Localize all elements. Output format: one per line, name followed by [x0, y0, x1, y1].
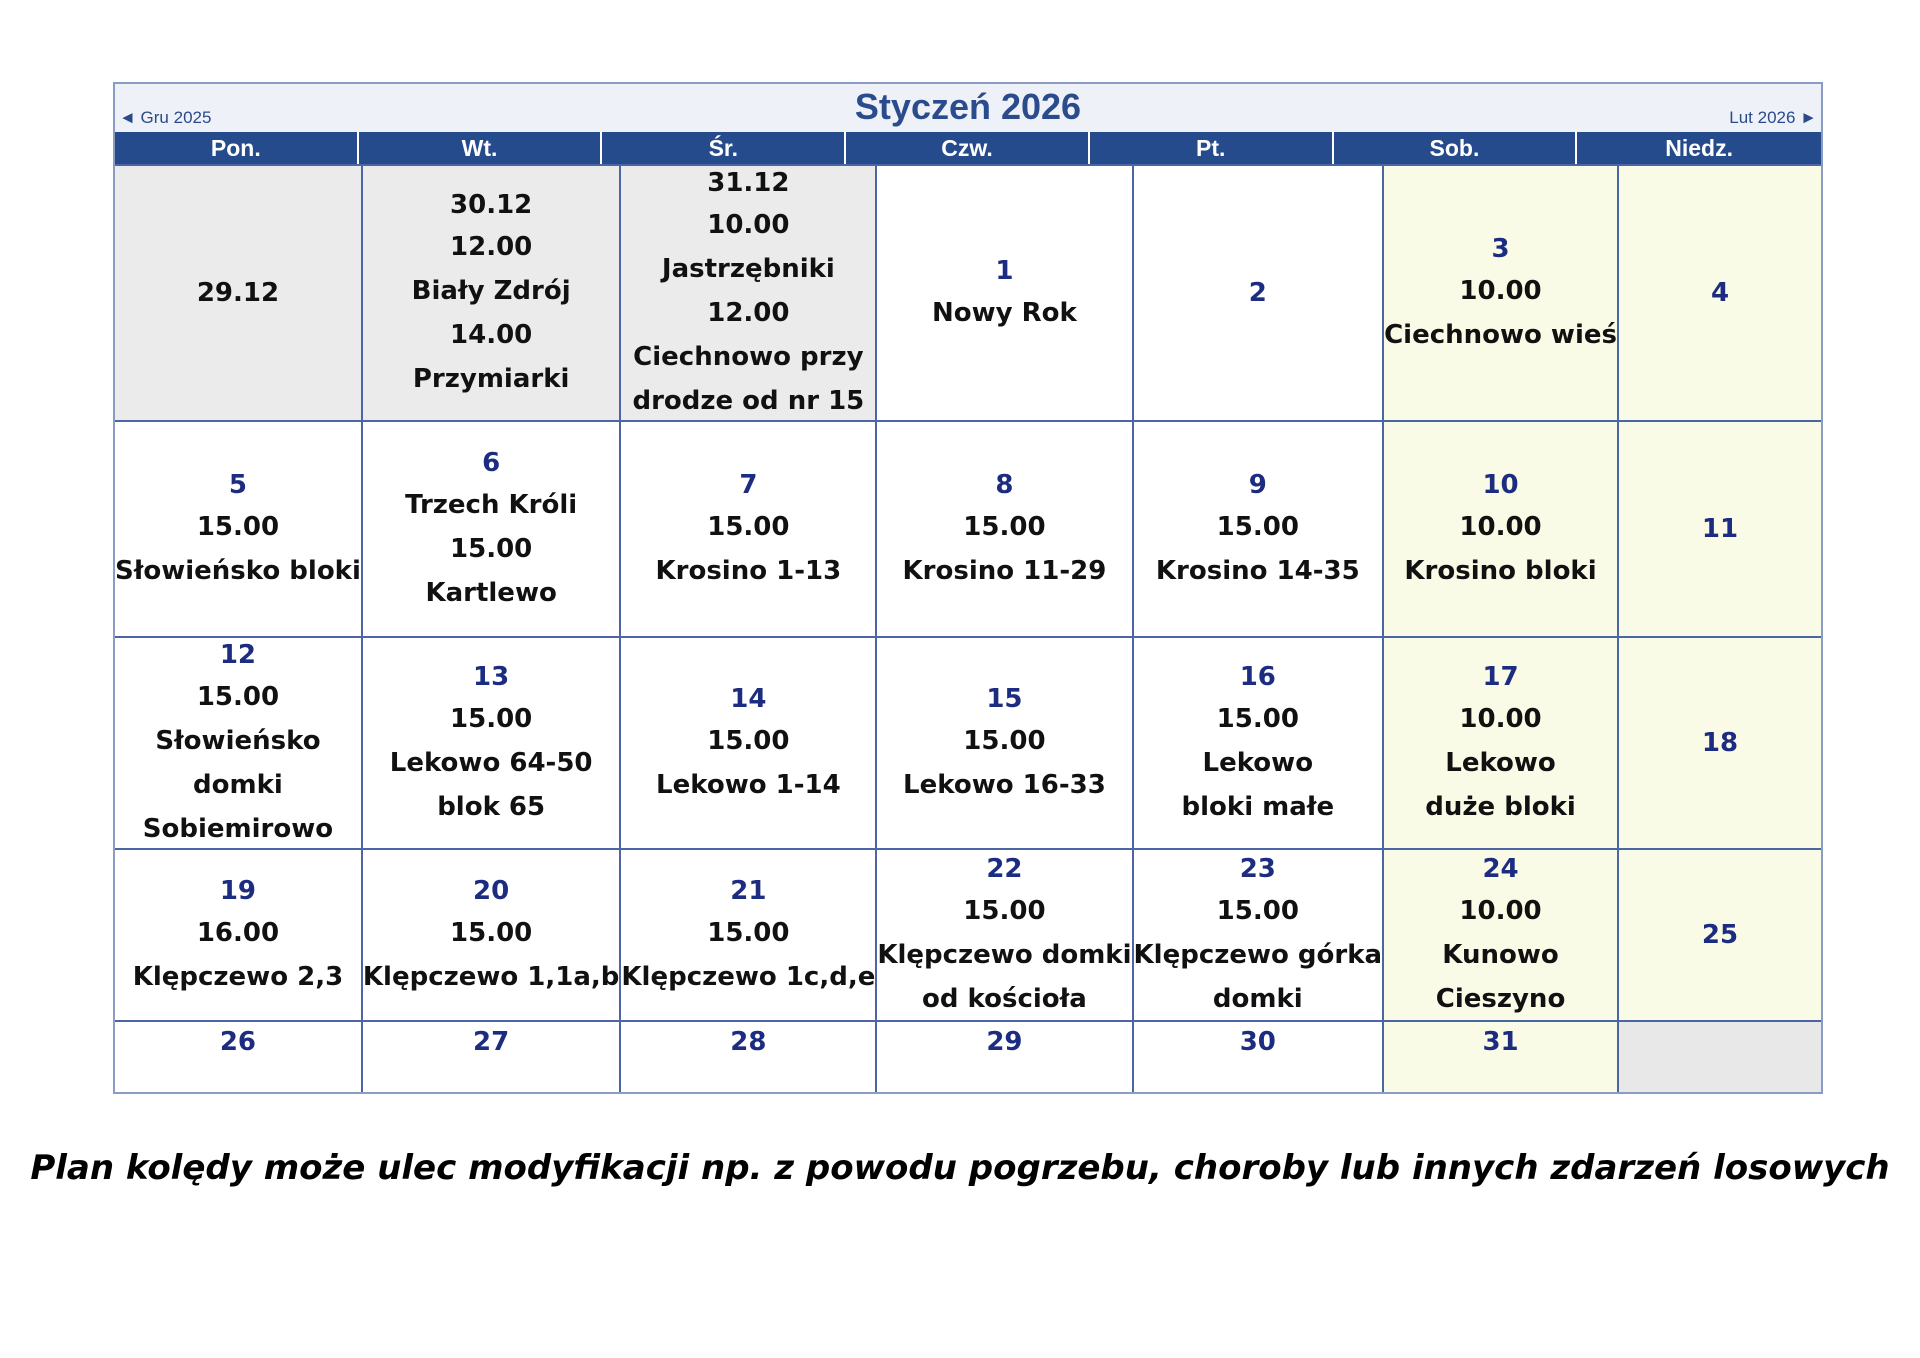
- next-month-link[interactable]: Lut 2026 ►: [1729, 108, 1817, 127]
- calendar-grid: [115, 164, 1821, 1092]
- day-cell[interactable]: [1384, 1020, 1619, 1092]
- day-number: 15: [986, 684, 1023, 714]
- event-line: Krosino 11-29: [902, 556, 1107, 586]
- weekday-wed: Śr.: [602, 132, 846, 164]
- day-number: 5: [228, 470, 247, 500]
- event-line: Lekowo 1-14: [656, 770, 841, 800]
- event-line: drodze od nr 15: [632, 386, 865, 416]
- event-line: 15.00: [196, 682, 280, 712]
- event-line: 10.00: [1459, 896, 1542, 926]
- prev-month-link[interactable]: ◄ Gru 2025: [119, 108, 212, 127]
- event-line: Klępczewo 1,1a,b: [362, 962, 620, 992]
- event-line: Ciechnowo wieś: [1384, 320, 1617, 350]
- day-number: 7: [739, 470, 758, 500]
- day-cell[interactable]: [1384, 636, 1619, 848]
- day-number: 17: [1482, 662, 1519, 692]
- event-line: Klępczewo domki: [877, 940, 1132, 970]
- event-line: domki: [193, 770, 283, 800]
- event-line: 15.00: [450, 918, 533, 948]
- weekday-sun: Niedz.: [1665, 135, 1733, 161]
- event-line: duże bloki: [1425, 792, 1576, 822]
- day-number: 3: [1491, 234, 1510, 264]
- day-cell[interactable]: [1384, 164, 1619, 420]
- event-line: od kościoła: [922, 984, 1087, 1014]
- day-number: 16: [1239, 662, 1276, 692]
- event-line: 14.00: [450, 320, 533, 350]
- day-cell[interactable]: [1134, 420, 1385, 636]
- weekday-mon: Pon.: [115, 132, 359, 164]
- event-line: Krosino 1-13: [655, 556, 842, 586]
- event-line: Klępczewo górka: [1133, 940, 1383, 970]
- day-number: 21: [730, 876, 767, 906]
- day-cell[interactable]: [1134, 848, 1385, 1020]
- day-cell[interactable]: [1619, 1020, 1821, 1092]
- event-line: Przymiarki: [412, 364, 570, 394]
- event-line: Krosino 14-35: [1155, 556, 1360, 586]
- event-line: Cieszyno: [1435, 984, 1566, 1014]
- day-number: 14: [730, 684, 767, 714]
- event-line: Słowieńsko: [155, 726, 321, 756]
- day-number: 26: [219, 1027, 257, 1057]
- event-line: 16.00: [196, 918, 280, 948]
- day-number: 29: [986, 1027, 1023, 1057]
- day-number: 23: [1239, 854, 1276, 884]
- day-cell[interactable]: [621, 848, 877, 1020]
- day-cell[interactable]: [621, 1020, 877, 1092]
- event-line: 15.00: [450, 704, 533, 734]
- event-line: 10.00: [707, 210, 790, 240]
- event-line: 15.00: [450, 534, 533, 564]
- event-line: 10.00: [1459, 512, 1542, 542]
- event-line: Kartlewo: [425, 578, 557, 608]
- day-number: 19: [219, 876, 257, 906]
- event-line: 15.00: [196, 512, 280, 542]
- day-cell[interactable]: [1619, 420, 1821, 636]
- event-line: domki: [1212, 984, 1303, 1014]
- event-line: Sobiemirowo: [142, 814, 334, 844]
- event-line: 15.00: [963, 896, 1046, 926]
- event-line: Lekowo 16-33: [903, 770, 1106, 800]
- day-cell[interactable]: [1619, 164, 1821, 420]
- day-cell[interactable]: [1619, 848, 1821, 1020]
- event-line: 15.00: [1216, 512, 1299, 542]
- event-line: bloki małe: [1181, 792, 1335, 822]
- day-cell[interactable]: [621, 420, 877, 636]
- event-line: Lekowo: [1445, 748, 1556, 778]
- event-line: 15.00: [707, 512, 790, 542]
- event-line: 15.00: [963, 512, 1046, 542]
- event-line: 15.00: [1216, 704, 1299, 734]
- event-line: Klępczewo 2,3: [132, 962, 344, 992]
- day-cell[interactable]: [877, 636, 1133, 848]
- day-number: 22: [986, 854, 1023, 884]
- event-line: Klępczewo 1c,d,e: [621, 962, 876, 992]
- day-cell[interactable]: [1384, 420, 1619, 636]
- day-number: 11: [1701, 514, 1739, 544]
- day-number: 10: [1482, 470, 1519, 500]
- day-cell[interactable]: [363, 420, 622, 636]
- day-cell[interactable]: [877, 420, 1133, 636]
- weekday-header-row: [115, 132, 1821, 164]
- day-cell[interactable]: [115, 420, 363, 636]
- event-line: 12.00: [707, 298, 790, 328]
- event-line: 15.00: [963, 726, 1046, 756]
- day-cell[interactable]: [621, 636, 877, 848]
- day-number: 9: [1248, 470, 1267, 500]
- day-cell[interactable]: [363, 164, 622, 420]
- day-number: 29.12: [196, 278, 280, 308]
- day-number: 12: [219, 640, 257, 670]
- month-title: Styczeń 2026: [854, 86, 1082, 127]
- event-line: Lekowo: [1202, 748, 1314, 778]
- calendar-header: [115, 84, 1821, 132]
- day-cell[interactable]: [115, 636, 363, 848]
- day-cell[interactable]: [1134, 164, 1385, 420]
- day-number: 18: [1701, 728, 1739, 758]
- calendar: [113, 82, 1823, 1094]
- day-cell[interactable]: [877, 848, 1133, 1020]
- day-number: 6: [482, 448, 501, 478]
- day-number: 24: [1482, 854, 1519, 884]
- day-cell[interactable]: [363, 1020, 622, 1092]
- day-cell[interactable]: [115, 848, 363, 1020]
- event-line: 12.00: [450, 232, 533, 262]
- day-number: 13: [473, 662, 510, 692]
- day-cell[interactable]: [877, 164, 1133, 420]
- day-cell[interactable]: [363, 848, 622, 1020]
- day-number: 30.12: [450, 190, 533, 220]
- day-number: 20: [473, 876, 510, 906]
- event-line: Trzech Króli: [405, 490, 578, 520]
- weekday-thu: Czw.: [846, 132, 1090, 164]
- day-number: 4: [1710, 278, 1730, 308]
- day-number: 8: [995, 470, 1014, 500]
- day-cell[interactable]: [363, 636, 622, 848]
- day-number: 31: [1482, 1027, 1519, 1057]
- event-line: Lekowo 64-50: [389, 748, 593, 778]
- day-number: 31.12: [707, 168, 790, 198]
- footer-note: Plan kolędy może ulec modyfikacji np. z powodu pogrzebu, choroby lub innych zdarzeń losowych: [30, 1148, 1890, 1188]
- event-line: 15.00: [707, 918, 790, 948]
- day-number: 27: [473, 1027, 510, 1057]
- event-line: 15.00: [707, 726, 790, 756]
- weekday-tue: Wt.: [359, 132, 603, 164]
- day-cell[interactable]: [115, 1020, 363, 1092]
- event-line: Jastrzębniki: [661, 254, 835, 284]
- weekday-sat: Sob.: [1334, 132, 1578, 164]
- day-cell[interactable]: [1384, 848, 1619, 1020]
- event-line: 10.00: [1459, 704, 1542, 734]
- event-line: Kunowo: [1442, 940, 1559, 970]
- event-line: Biały Zdrój: [411, 276, 571, 306]
- event-line: Słowieńsko bloki: [115, 556, 361, 586]
- day-number: 30: [1239, 1027, 1276, 1057]
- day-cell[interactable]: [115, 164, 363, 420]
- day-number: 2: [1248, 278, 1267, 308]
- day-cell[interactable]: [1619, 636, 1821, 848]
- day-cell[interactable]: [621, 164, 877, 420]
- day-number: 25: [1701, 920, 1739, 950]
- day-number: 28: [730, 1027, 767, 1057]
- weekday-fri: Pt.: [1090, 132, 1334, 164]
- day-cell[interactable]: [877, 1020, 1133, 1092]
- day-number: 1: [995, 256, 1014, 286]
- event-line: Nowy Rok: [932, 298, 1077, 328]
- event-line: Krosino bloki: [1404, 556, 1597, 586]
- event-line: Ciechnowo przy: [633, 342, 864, 372]
- event-line: 15.00: [1216, 896, 1299, 926]
- event-line: 10.00: [1459, 276, 1542, 306]
- day-cell[interactable]: [1134, 636, 1385, 848]
- day-cell[interactable]: [1134, 1020, 1385, 1092]
- event-line: blok 65: [437, 792, 546, 822]
